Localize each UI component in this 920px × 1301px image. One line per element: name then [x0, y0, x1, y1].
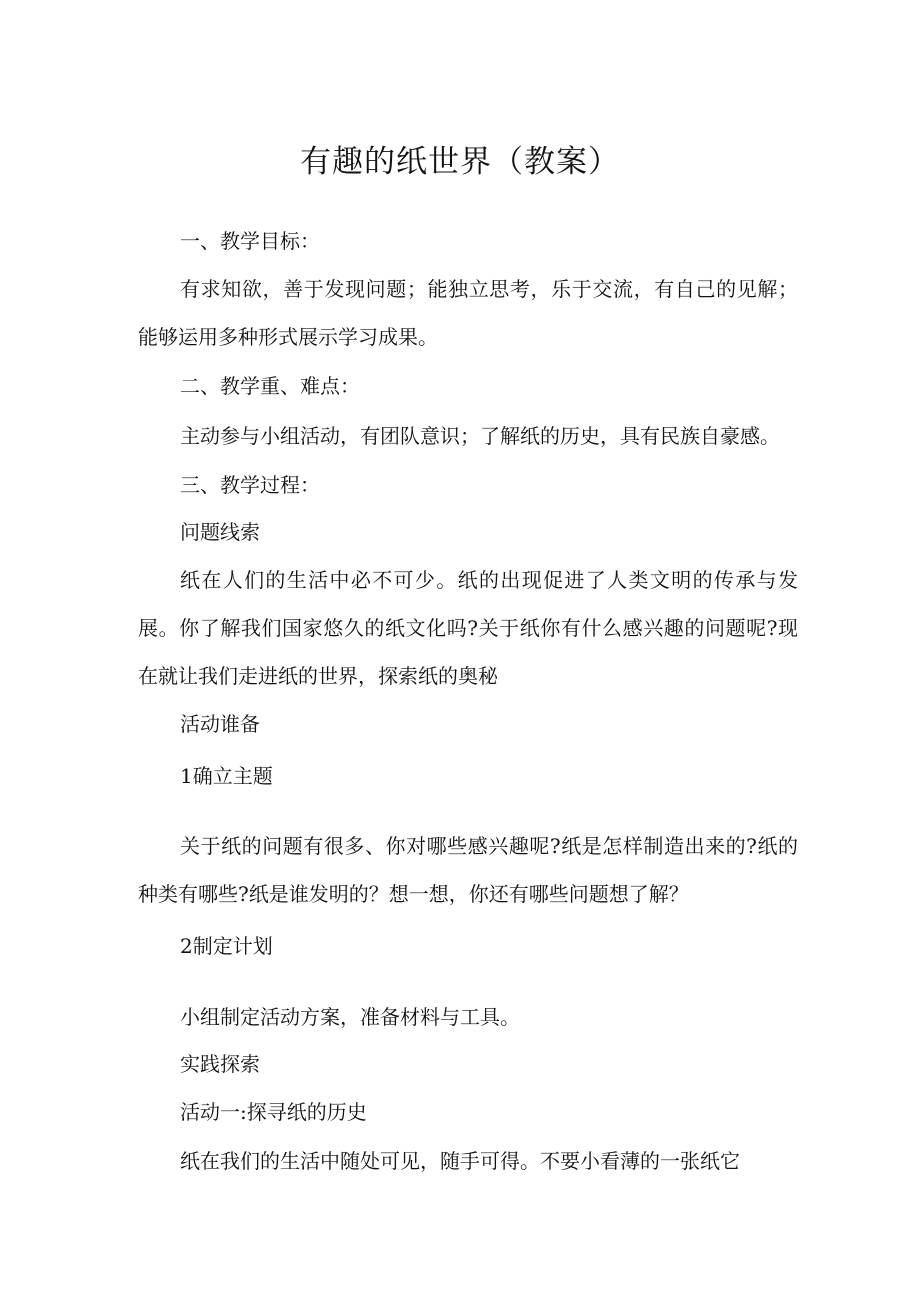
- document-title: 有趣的纸世界（教案）: [300, 144, 620, 180]
- subheading-activity-prep: 活动谁备: [180, 712, 260, 736]
- subheading-question-clues: 问题线索: [180, 520, 260, 544]
- subheading-set-topic: 1确立主题: [180, 764, 273, 788]
- paragraph-question-clues: 纸在人们的生活中必不可少。纸的出现促进了人类文明的传承与发展。你了解我们国家悠久的纸文化吗?关于纸你有什么感兴趣的问题呢?现在就让我们走进纸的世界，探索纸的奥秘: [138, 568, 798, 688]
- section-heading-key-points: 二、教学重、难点：: [180, 374, 360, 398]
- subheading-make-plan: 2制定计划: [180, 934, 273, 958]
- paragraph-make-plan: 小组制定活动方案，准备材料与工具。: [180, 1005, 520, 1029]
- paragraph-objectives: 有求知欲，善于发现问题；能独立思考，乐于交流，有自己的见解；能够运用多种形式展示学习成果。: [138, 277, 798, 349]
- subheading-practice: 实践探索: [180, 1052, 260, 1076]
- subheading-activity-one: 活动一:探寻纸的历史: [180, 1100, 367, 1124]
- section-heading-process: 三、教学过程：: [180, 473, 320, 497]
- paragraph-key-points: 主动参与小组活动，有团队意识；了解纸的历史，具有民族自豪感。: [180, 424, 780, 448]
- paragraph-set-topic: 关于纸的问题有很多、你对哪些感兴趣呢?纸是怎样制造出来的?纸的种类有哪些?纸是谁发明的？想一想，你还有哪些问题想了解？: [138, 834, 798, 906]
- paragraph-activity-one: 纸在我们的生活中随处可见，随手可得。不要小看薄的一张纸它: [180, 1149, 740, 1173]
- section-heading-objectives: 一、教学目标：: [180, 229, 320, 253]
